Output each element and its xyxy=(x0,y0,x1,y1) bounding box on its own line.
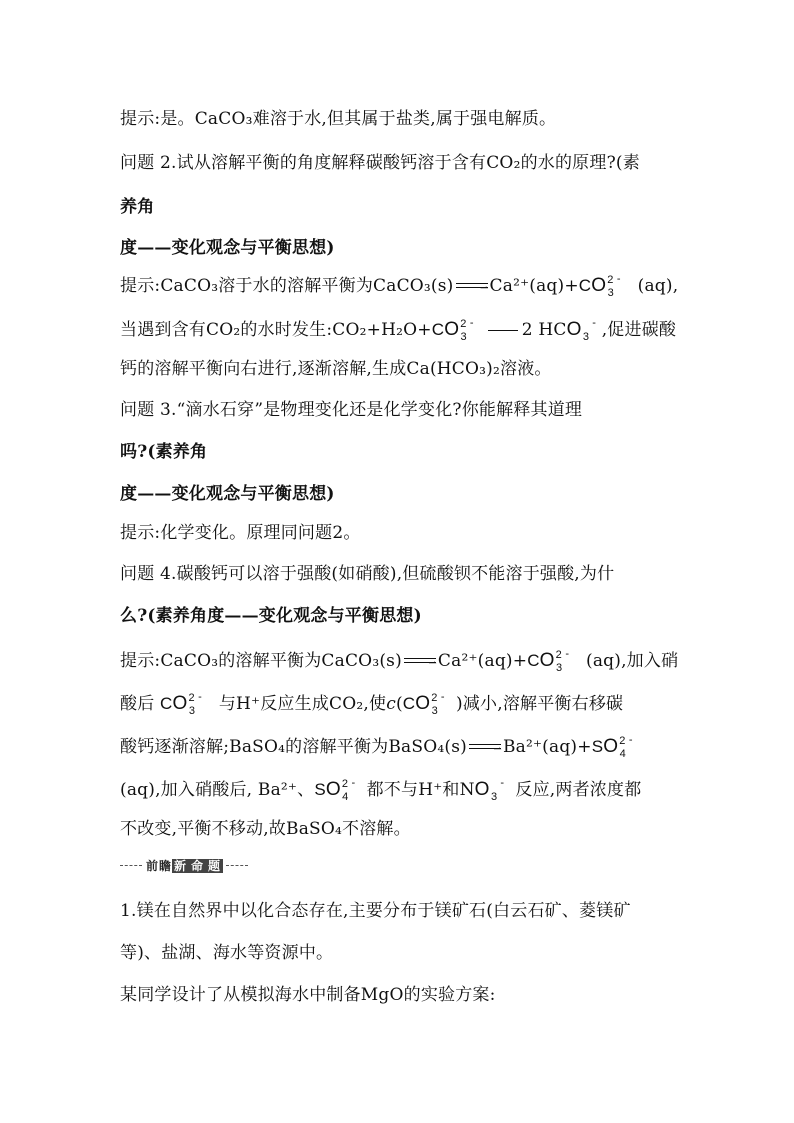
paren-open: ( xyxy=(395,694,403,714)
text-line-11: 提示:化学变化。原理同问题2。 xyxy=(120,523,361,543)
text-line-3: 养角 xyxy=(120,197,155,217)
l17-part-b: 都不与H⁺和N xyxy=(366,780,475,800)
text-line-7: 钙的溶解平衡向右进行,逐渐溶解,生成Ca(HCO₃)₂溶液。 xyxy=(120,359,552,379)
text-line-21: 某同学设计了从模拟海水中制备MgO的实验方案: xyxy=(120,985,496,1005)
banner-rule-left xyxy=(120,865,142,866)
l6-part-c: ,促进碳酸 xyxy=(601,320,677,340)
equilibrium-arrow: ⇀ xyxy=(404,656,436,666)
text-line-20: 等)、盐湖、海水等资源中。 xyxy=(120,943,334,963)
carbonate-ion: $CO^2_3^-$ xyxy=(431,317,474,343)
text-line-13: 么?(素养角度——变化观念与平衡思想) xyxy=(120,606,422,626)
text-line-14 xyxy=(120,650,678,674)
l17-part-a: (aq),加入硝酸后, Ba²⁺、 xyxy=(120,780,315,800)
l14-part-c: (aq),加入硝 xyxy=(586,651,679,671)
nitrate-ion: $O_3^-$ xyxy=(474,777,505,803)
banner-rule-right xyxy=(226,865,248,866)
carbonate-ion: $CO^2_3^-$ xyxy=(527,648,570,674)
text-line-1: 提示:是。CaCO₃难溶于水,但其属于盐类,属于强电解质。 xyxy=(120,109,557,129)
l5-part-b: Ca²⁺(aq)+ xyxy=(489,276,579,296)
l15-part-c: c xyxy=(386,694,396,714)
text-line-16 xyxy=(120,736,633,760)
l16-part-a: 酸钙逐渐溶解;BaSO₄的溶解平衡为BaSO₄(s) xyxy=(120,737,467,757)
l15-part-d: )减小,溶解平衡右移碳 xyxy=(456,694,624,714)
text-line-6 xyxy=(120,319,676,343)
equilibrium-arrow: ⇀ xyxy=(456,281,488,291)
l6-part-b: 2 HC xyxy=(521,320,567,340)
text-line-12: 问题 4.碳酸钙可以溶于强酸(如硝酸),但硫酸钡不能溶于强酸,为什 xyxy=(120,564,615,584)
text-line-19: 1.镁在自然界中以化合态存在,主要分布于镁矿石(白云石矿、菱镁矿 xyxy=(120,901,631,921)
l5-part-c: (aq), xyxy=(637,276,679,296)
carbonate-ion: $CO^2_3^-$ xyxy=(402,691,445,717)
text-line-9: 吗?(素养角 xyxy=(120,442,208,462)
l6-part-a: 当遇到含有CO₂的水时发生:CO₂+H₂O+ xyxy=(120,320,432,340)
l17-part-c: 反应,两者浓度都 xyxy=(515,780,642,800)
text-line-8: 问题 3.“滴水石穿”是物理变化还是化学变化?你能解释其道理 xyxy=(120,400,583,420)
l16-part-b: Ba²⁺(aq)+ xyxy=(502,737,592,757)
carbonate-ion: $CO^2_3^-$ xyxy=(578,273,621,299)
sulfate-ion: $SO^2_4^-$ xyxy=(591,734,633,760)
banner-title: 前瞻 新 命 题 xyxy=(146,859,222,873)
text-line-10: 度——变化观念与平衡思想) xyxy=(120,484,335,504)
carbonate-ion: $CO^2_3^-$ xyxy=(160,691,203,717)
reaction-line xyxy=(488,330,518,331)
text-line-5 xyxy=(120,275,678,299)
l14-part-b: Ca²⁺(aq)+ xyxy=(437,651,528,671)
equilibrium-arrow: ⇀ xyxy=(469,742,501,752)
l14-part-a: 提示:CaCO₃的溶解平衡为CaCO₃(s) xyxy=(120,651,402,671)
sulfate-ion: $SO^2_4^-$ xyxy=(314,777,356,803)
section-banner xyxy=(120,856,250,876)
bicarbonate-ion: $O_3^-$ xyxy=(566,317,597,343)
text-line-15 xyxy=(120,693,623,717)
text-line-2: 问题 2.试从溶解平衡的角度解释碳酸钙溶于含有CO₂的水的原理?(素 xyxy=(120,153,640,173)
l5-part-a: 提示:CaCO₃溶于水的溶解平衡为CaCO₃(s) xyxy=(120,276,454,296)
l15-part-b: 与H⁺反应生成CO₂,使 xyxy=(218,694,387,714)
text-line-18: 不改变,平衡不移动,故BaSO₄不溶解。 xyxy=(120,819,411,839)
text-line-4: 度——变化观念与平衡思想) xyxy=(120,238,335,258)
l15-part-a: 酸后 xyxy=(120,694,155,714)
text-line-17 xyxy=(120,779,641,803)
